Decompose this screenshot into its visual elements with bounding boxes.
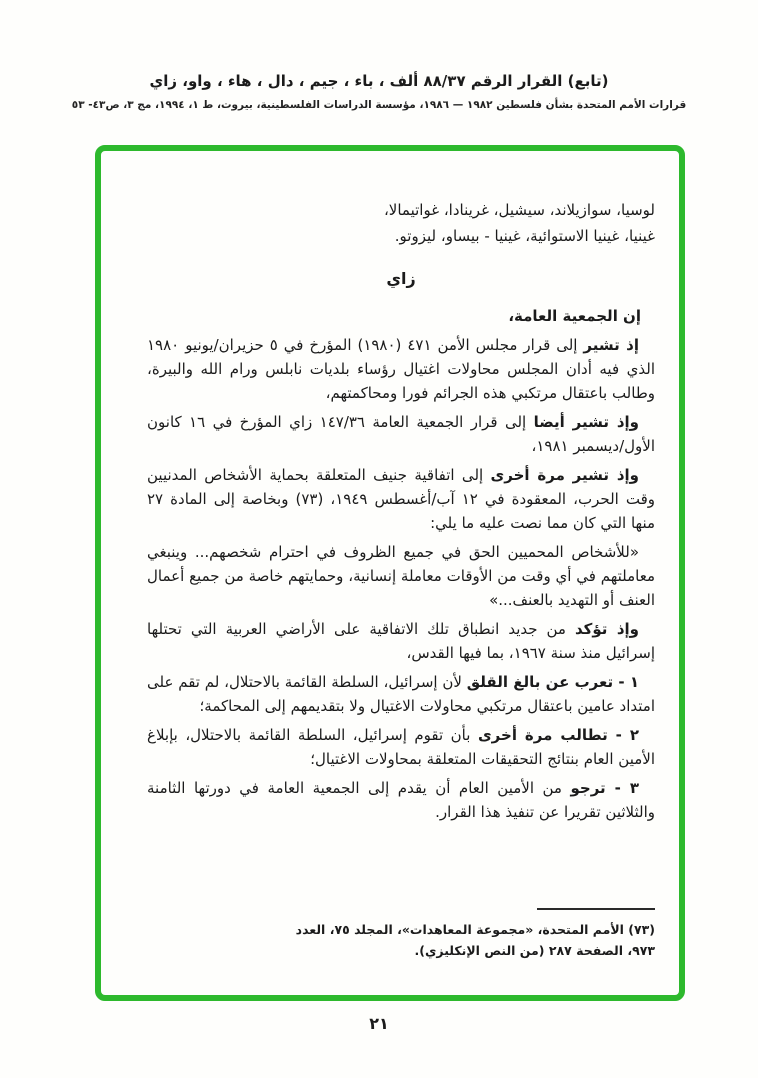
paragraph-text: لأن إسرائيل، السلطة القائمة بالاحتلال، لم تقم على امتداد عامين باعتقال مرتكبي محاولات الاغتيال ولا بتقديمهم إلى المحاكمة؛: [147, 673, 655, 715]
paragraph-text: «للأشخاص المحميين الحق في جميع الظروف في احترام شخصهم... وينبغي معاملتهم في أي وقت من الأوقات معاملة إنسانية، وحمايتهم خاصة من جميع أعمال العنف أو التهديد بالعنف...»: [147, 543, 655, 609]
paragraph-text: من الأمين العام أن يقدم إلى الجمعية العامة في دورتها الثامنة والثلاثين تقريرا عن تنفيذ هذا القرار.: [147, 779, 655, 821]
page-header: [0, 72, 758, 111]
quotation-paragraph: [147, 540, 655, 612]
paragraph-lead: ١ - تعرب عن بالغ القلق: [466, 673, 639, 691]
paragraph-lead: إن الجمعية العامة،: [508, 307, 641, 325]
highlight-frame: [95, 145, 685, 1001]
paragraph-lead: وإذ تشير مرة أخرى: [490, 466, 640, 484]
footnote-divider: [537, 908, 655, 910]
paragraph-lead: إذ تشير: [583, 336, 639, 354]
paragraph-text: من جديد انطباق تلك الاتفاقية على الأراضي العربية التي تحتلها إسرائيل منذ سنة ١٩٦٧، بما فيها القدس،: [147, 620, 655, 662]
preamble-paragraph: [147, 333, 655, 405]
footnote: [285, 908, 655, 961]
paragraph-text: بأن تقوم إسرائيل، السلطة القائمة بالاحتلال، بإبلاغ الأمين العام بنتائج التحقيقات المتعلقة بمحاولات الاغتيال؛: [147, 726, 655, 768]
page-number: ٢١: [369, 1014, 389, 1033]
preamble-paragraph: [147, 617, 655, 665]
operative-paragraph-1: [147, 670, 655, 718]
paragraph-lead: ٣ - ترجو: [570, 779, 639, 797]
country-list-line: لوسيا، سوازيلاند، سيشيل، غرينادا، غواتيمالا،: [383, 201, 655, 219]
preamble-paragraph: [147, 463, 655, 535]
paragraph-lead: ٢ - تطالب مرة أخرى: [477, 726, 640, 744]
paragraph-lead: وإذ تشير أيضا: [533, 413, 639, 431]
section-heading: زاي: [386, 269, 416, 288]
paragraph-text: إلى قرار الجمعية العامة ١٤٧/٣٦ زاي المؤرخ في ١٦ كانون الأول/ديسمبر ١٩٨١،: [147, 413, 655, 455]
country-list-line: غينيا، غينيا الاستوائية، غينيا - بيساو، ليزوتو.: [394, 227, 655, 245]
paragraph-lead: وإذ تؤكد: [574, 620, 640, 638]
footnote-text: (٧٣) الأمم المتحدة، «مجموعة المعاهدات»، المجلد ٧٥، العدد ٩٧٣، الصفحة ٢٨٧ (من النص الإنكليزي).: [295, 922, 655, 958]
paragraph-text: إلى اتفاقية جنيف المتعلقة بحماية الأشخاص المدنيين وقت الحرب، المعقودة في ١٢ آب/أغسطس ١٩٤٩، (٧٣) وبخاصة إلى المادة ٢٧ منها التي كان مما نصت عليه ما يلي:: [147, 466, 655, 532]
preamble-paragraph: [147, 410, 655, 458]
country-list: [147, 197, 655, 249]
paragraph-opening: [147, 304, 655, 328]
document-source-line: قرارات الأمم المتحدة بشأن فلسطين ١٩٨٢ — ١٩٨٦، مؤسسة الدراسات الفلسطينية، بيروت، ط ١، ١٩٩٤، مج ٣، ص٤٣- ٥٣: [71, 99, 687, 111]
document-title: (تابع) القرار الرقم ٨٨/٣٧ ألف ، باء ، جيم ، دال ، هاء ، واو، زاي: [149, 72, 609, 90]
operative-paragraph-2: [147, 723, 655, 771]
operative-paragraph-3: [147, 776, 655, 824]
paragraph-text: إلى قرار مجلس الأمن ٤٧١ (١٩٨٠) المؤرخ في ٥ حزيران/يونيو ١٩٨٠ الذي فيه أدان المجلس محاولات اغتيال رؤساء بلديات نابلس ورام الله والبيرة، وطالب باعتقال مرتكبي هذه الجرائم فورا ومحاكمتهم،: [147, 336, 655, 402]
